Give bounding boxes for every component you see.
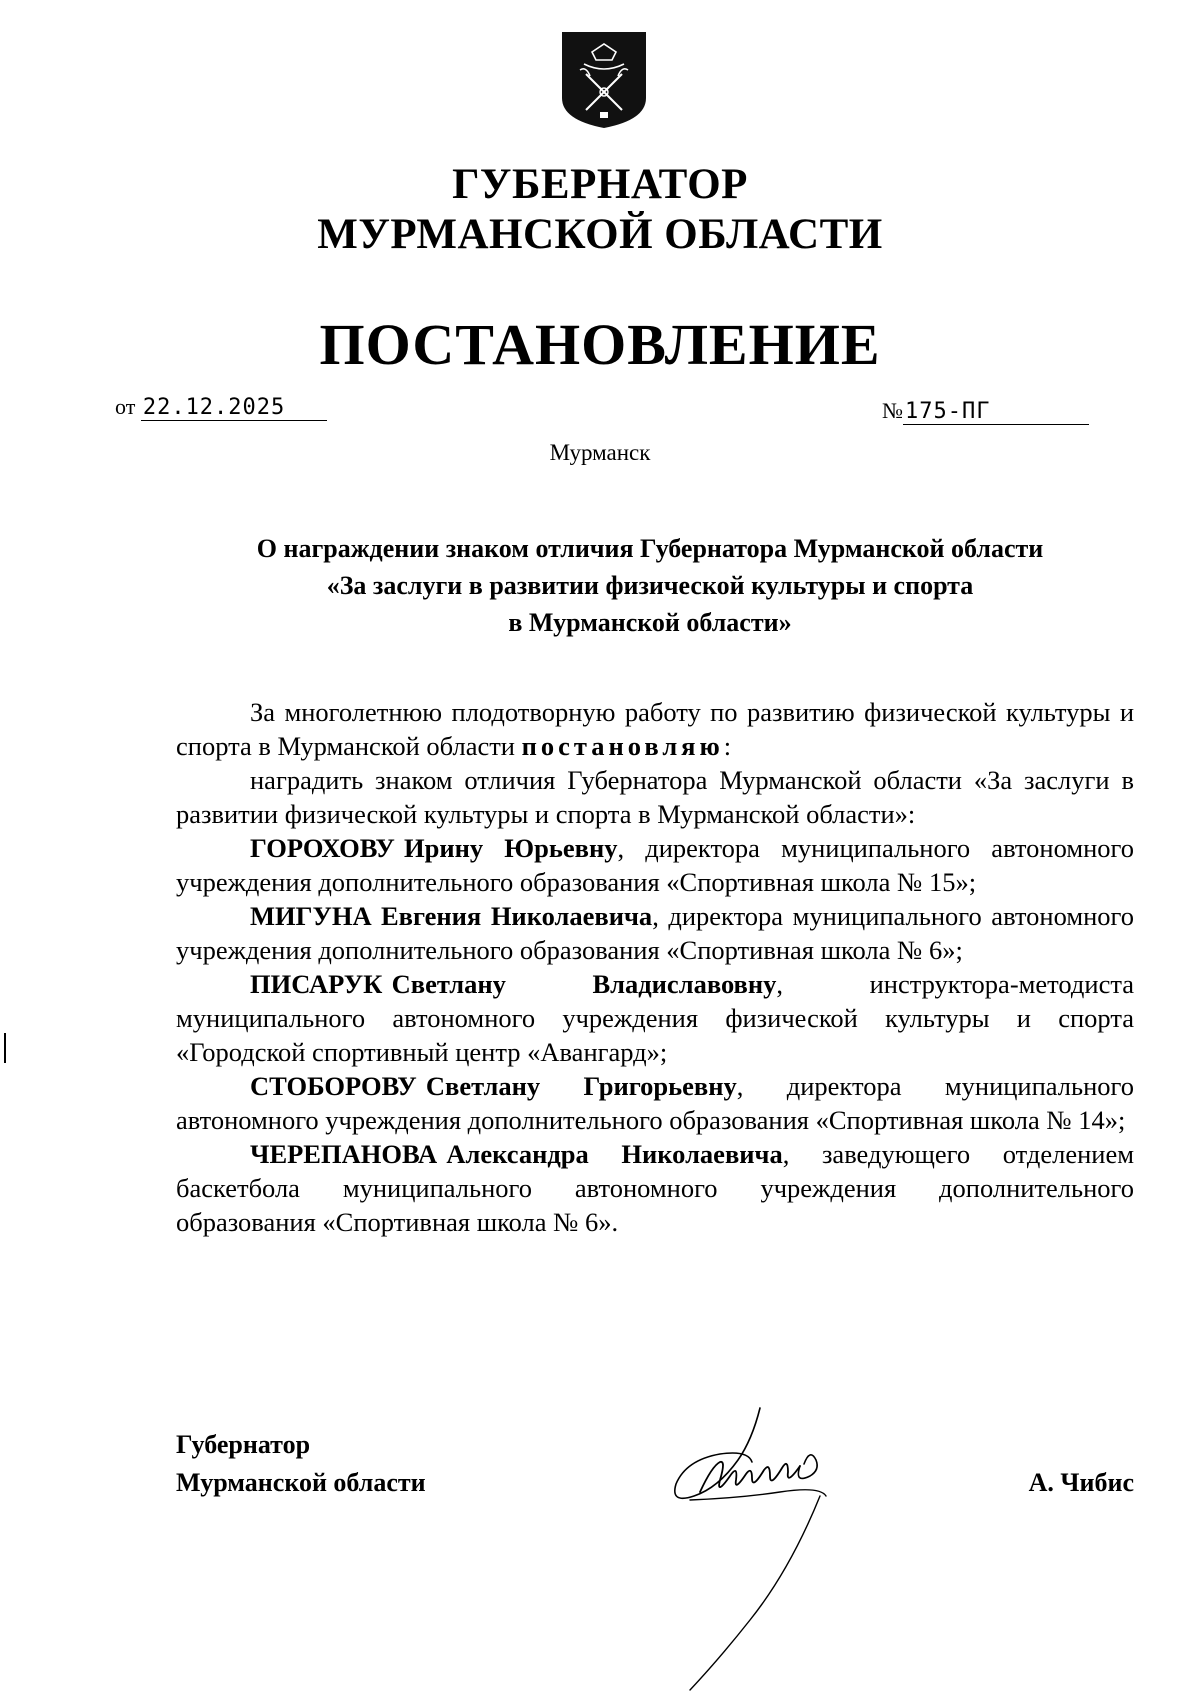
subject-line: в Мурманской области» [508, 608, 792, 637]
awardee-position: , инструктора-методиста муниципального автономного учреждения физической культуры и спорта «Городской спортивный центр «Авангард»; [176, 969, 1134, 1067]
awardee-surname: СТОБОРОВУ [250, 1071, 417, 1101]
intro-text: За многолетнюю плодотворную работу по развитию физической культуры и спорта в Мурманской области [176, 697, 1134, 761]
number-prefix: № [882, 398, 903, 423]
coat-of-arms-icon [560, 30, 648, 130]
award-paragraph: наградить знаком отличия Губернатора Мурманской области «За заслуги в развитии физической культуры и спорта в Мурманской области»: [176, 765, 1134, 829]
awardee-position: , директора муниципального автономного учреждения дополнительного образования «Спортивная школа № 15»; [176, 833, 1134, 897]
awardee-given-name: Светлану Владиславовну [391, 969, 777, 999]
awardee-paragraph [176, 1069, 1134, 1137]
intro-paragraph [176, 695, 1134, 763]
handwritten-signature-icon [660, 1400, 890, 1700]
subject-line: «За заслуги в развитии физической культуры и спорта [326, 571, 974, 600]
awardee-paragraph [176, 831, 1134, 899]
intro-end: : [723, 731, 732, 761]
decree-word: постановляю [521, 731, 724, 761]
awardee-position: , заведующего отделением баскетбола муниципального автономного учреждения дополнительного образования «Спортивная школа № 6». [176, 1139, 1134, 1237]
document-number [882, 398, 1089, 425]
signatory-title [176, 1426, 426, 1502]
issuer-title-line2: МУРМАНСКОЙ ОБЛАСТИ [317, 211, 883, 258]
signatory-title-line: Мурманской области [176, 1468, 426, 1497]
document-type-title: ПОСТАНОВЛЕНИЕ [319, 312, 881, 377]
awardee-given-name: Ирину Юрьевну [404, 833, 618, 863]
awardee-paragraph [176, 967, 1134, 1069]
awardee-given-name: Светлану Григорьевну [425, 1071, 737, 1101]
awardee-paragraph [176, 1137, 1134, 1239]
awardee-surname: ЧЕРЕПАНОВА [250, 1139, 438, 1169]
awardee-given-name: Евгения Николаевича [380, 901, 653, 931]
document-subject [190, 530, 1110, 641]
date-value: 22.12.2025 [141, 395, 327, 421]
number-value: 175-ПГ [903, 399, 1089, 425]
awardee-paragraph [176, 899, 1134, 967]
awardee-surname: МИГУНА [250, 901, 372, 931]
awardee-position: , директора муниципального автономного учреждения дополнительного образования «Спортивная школа № 14»; [176, 1071, 1134, 1135]
awardee-surname: ПИСАРУК [250, 969, 383, 999]
subject-line: О награждении знаком отличия Губернатора Мурманской области [256, 534, 1044, 563]
signatory-name: А. Чибис [1028, 1468, 1134, 1497]
signatory-title-line: Губернатор [176, 1430, 311, 1459]
issuer-title-line1: ГУБЕРНАТОР [452, 161, 748, 208]
awardee-position: , директора муниципального автономного учреждения дополнительного образования «Спортивная школа № 6»; [176, 901, 1134, 965]
scan-edge-mark [4, 1033, 6, 1063]
document-date [115, 394, 327, 421]
city-label: Мурманск [549, 440, 651, 465]
date-prefix: от [115, 394, 136, 419]
awardee-surname: ГОРОХОВУ [250, 833, 395, 863]
awardee-given-name: Александра Николаевича [446, 1139, 783, 1169]
document-body [176, 695, 1134, 1239]
